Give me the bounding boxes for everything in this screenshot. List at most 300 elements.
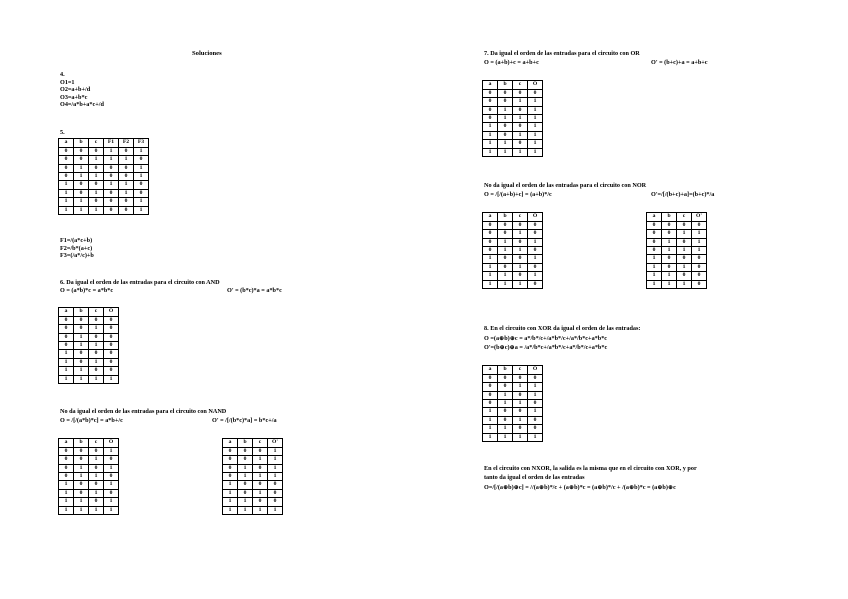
table-cell: 1 bbox=[74, 342, 89, 350]
table-cell: 1 bbox=[662, 272, 677, 280]
table-cell: 0 bbox=[104, 489, 119, 497]
table-cell: 0 bbox=[223, 447, 238, 455]
table-header-cell: b bbox=[498, 366, 513, 375]
table-cell: 0 bbox=[89, 316, 104, 324]
table-header-cell: O bbox=[528, 213, 543, 222]
table-cell: 1 bbox=[238, 473, 253, 481]
table-header-row bbox=[223, 439, 283, 448]
table-cell: 0 bbox=[59, 447, 74, 455]
table-cell: 1 bbox=[483, 425, 498, 433]
table-cell: 1 bbox=[528, 140, 543, 148]
table-row bbox=[483, 148, 543, 156]
table-cell: 0 bbox=[119, 147, 134, 155]
table-cell: 1 bbox=[59, 189, 74, 197]
table-header-cell: O bbox=[528, 366, 543, 375]
table-cell: 1 bbox=[498, 391, 513, 399]
table-row bbox=[59, 342, 119, 350]
table-cell: 1 bbox=[74, 206, 89, 214]
table-row bbox=[59, 147, 149, 155]
table-row bbox=[483, 391, 543, 399]
table-row bbox=[59, 473, 119, 481]
table-cell: 0 bbox=[513, 221, 528, 229]
table-cell: 0 bbox=[677, 255, 692, 263]
table-cell: 0 bbox=[104, 350, 119, 358]
q6-and-truth-table bbox=[58, 307, 119, 384]
table-header-cell: c bbox=[677, 213, 692, 222]
table-cell: 0 bbox=[483, 106, 498, 114]
q5-line: F3=(/a*/c)+b bbox=[60, 252, 94, 260]
table-row bbox=[647, 230, 707, 238]
table-cell: 0 bbox=[59, 333, 74, 341]
table-cell: 1 bbox=[677, 230, 692, 238]
table-cell: 0 bbox=[647, 230, 662, 238]
table-cell: 0 bbox=[223, 456, 238, 464]
table-cell: 0 bbox=[104, 206, 119, 214]
table-cell: 1 bbox=[662, 247, 677, 255]
table-row bbox=[483, 272, 543, 280]
table-cell: 1 bbox=[74, 198, 89, 206]
table-cell: 0 bbox=[662, 230, 677, 238]
table-cell: 0 bbox=[677, 221, 692, 229]
table-cell: 1 bbox=[119, 181, 134, 189]
q5-line: F2=/b*(a+c) bbox=[60, 244, 93, 252]
table-cell: 1 bbox=[483, 140, 498, 148]
table-cell: 1 bbox=[513, 400, 528, 408]
q6-truth-table-wrap bbox=[58, 307, 119, 384]
table-cell: 1 bbox=[59, 198, 74, 206]
table-row bbox=[59, 156, 149, 164]
table-cell: 0 bbox=[513, 238, 528, 246]
table-cell: 0 bbox=[692, 221, 707, 229]
table-row bbox=[59, 316, 119, 324]
table-cell: 0 bbox=[89, 447, 104, 455]
table-cell: 1 bbox=[74, 464, 89, 472]
table-cell: 0 bbox=[74, 316, 89, 324]
table-header-cell: a bbox=[483, 213, 498, 222]
table-cell: 1 bbox=[483, 433, 498, 441]
table-cell: 1 bbox=[134, 198, 149, 206]
q4-line: O3=a+b*c bbox=[60, 93, 88, 101]
table-cell: 1 bbox=[104, 181, 119, 189]
table-cell: 1 bbox=[134, 173, 149, 181]
table-cell: 1 bbox=[223, 481, 238, 489]
table-cell: 1 bbox=[268, 473, 283, 481]
table-row bbox=[223, 481, 283, 489]
table-row bbox=[59, 164, 149, 172]
table-cell: 0 bbox=[498, 131, 513, 139]
table-cell: 1 bbox=[483, 131, 498, 139]
q8-heading: 8. En el circuito con XOR da igual el orden de las entradas: bbox=[484, 325, 641, 332]
table-cell: 0 bbox=[498, 408, 513, 416]
table-cell: 1 bbox=[513, 433, 528, 441]
table-header-cell: O bbox=[104, 439, 119, 448]
table-cell: 0 bbox=[89, 198, 104, 206]
table-row bbox=[647, 238, 707, 246]
table-cell: 1 bbox=[677, 247, 692, 255]
table-row bbox=[483, 280, 543, 288]
table-cell: 1 bbox=[104, 375, 119, 383]
table-cell: 1 bbox=[513, 230, 528, 238]
q6-nand-truth-table-right bbox=[222, 438, 283, 515]
table-cell: 0 bbox=[483, 98, 498, 106]
q7-nor-truth-table-right bbox=[646, 212, 707, 289]
table-cell: 0 bbox=[498, 89, 513, 97]
table-cell: 0 bbox=[528, 374, 543, 382]
table-cell: 1 bbox=[528, 255, 543, 263]
table-cell: 1 bbox=[59, 350, 74, 358]
q8-note-line2: tanto da igual el orden de las entradas bbox=[484, 474, 585, 481]
table-cell: 1 bbox=[89, 456, 104, 464]
table-row bbox=[483, 221, 543, 229]
table-cell: 1 bbox=[74, 164, 89, 172]
table-cell: 1 bbox=[513, 263, 528, 271]
table-cell: 1 bbox=[528, 272, 543, 280]
table-cell: 1 bbox=[268, 464, 283, 472]
table-cell: 1 bbox=[134, 206, 149, 214]
table-cell: 1 bbox=[528, 115, 543, 123]
table-cell: 0 bbox=[134, 189, 149, 197]
table-row bbox=[59, 198, 149, 206]
table-cell: 1 bbox=[59, 506, 74, 514]
table-cell: 0 bbox=[74, 350, 89, 358]
table-cell: 0 bbox=[104, 173, 119, 181]
table-cell: 1 bbox=[104, 506, 119, 514]
table-cell: 0 bbox=[498, 416, 513, 424]
table-cell: 1 bbox=[74, 375, 89, 383]
table-cell: 1 bbox=[268, 456, 283, 464]
table-row bbox=[647, 221, 707, 229]
q7-eq-left: O = (a+b)+c = a+b+c bbox=[484, 59, 539, 66]
table-row bbox=[223, 498, 283, 506]
table-cell: 1 bbox=[59, 181, 74, 189]
table-row bbox=[483, 131, 543, 139]
table-cell: 0 bbox=[268, 481, 283, 489]
q4-section bbox=[60, 71, 104, 109]
page-title: Soluciones bbox=[192, 50, 222, 57]
table-row bbox=[483, 408, 543, 416]
table-cell: 0 bbox=[483, 238, 498, 246]
table-cell: 1 bbox=[268, 447, 283, 455]
table-row bbox=[483, 263, 543, 271]
table-header-cell: c bbox=[513, 213, 528, 222]
table-cell: 0 bbox=[104, 456, 119, 464]
table-cell: 1 bbox=[513, 98, 528, 106]
q6-nand-table-right-wrap bbox=[222, 438, 283, 515]
table-cell: 1 bbox=[528, 123, 543, 131]
q5-truth-table-wrap bbox=[58, 138, 149, 215]
q7-nor-eq-left: O = /[/(a+b)+c] = (a+b)*/c bbox=[484, 191, 552, 198]
table-row bbox=[647, 263, 707, 271]
table-cell: 1 bbox=[238, 506, 253, 514]
table-row bbox=[483, 106, 543, 114]
table-cell: 1 bbox=[647, 263, 662, 271]
table-cell: 0 bbox=[483, 400, 498, 408]
table-header-cell: O' bbox=[268, 439, 283, 448]
table-cell: 1 bbox=[662, 280, 677, 288]
table-cell: 0 bbox=[59, 464, 74, 472]
table-row bbox=[483, 255, 543, 263]
table-row bbox=[59, 325, 119, 333]
table-cell: 0 bbox=[119, 173, 134, 181]
table-header-cell: c bbox=[89, 308, 104, 317]
table-cell: 0 bbox=[483, 391, 498, 399]
table-cell: 1 bbox=[513, 247, 528, 255]
table-header-row bbox=[59, 439, 119, 448]
table-cell: 1 bbox=[74, 367, 89, 375]
table-cell: 1 bbox=[268, 506, 283, 514]
q5-heading: 5. bbox=[60, 129, 65, 136]
table-cell: 1 bbox=[483, 416, 498, 424]
table-cell: 1 bbox=[253, 473, 268, 481]
table-cell: 0 bbox=[662, 263, 677, 271]
table-cell: 0 bbox=[528, 280, 543, 288]
table-row bbox=[483, 416, 543, 424]
table-cell: 0 bbox=[253, 447, 268, 455]
table-cell: 1 bbox=[498, 280, 513, 288]
table-row bbox=[59, 375, 119, 383]
table-cell: 0 bbox=[483, 221, 498, 229]
table-cell: 1 bbox=[498, 106, 513, 114]
q5-line: F1=/(a*c+b) bbox=[60, 237, 93, 244]
table-cell: 1 bbox=[528, 148, 543, 156]
table-cell: 0 bbox=[238, 456, 253, 464]
table-cell: 1 bbox=[74, 506, 89, 514]
table-cell: 0 bbox=[74, 156, 89, 164]
q7-eq-right: O' = (b+c)+a = a+b+c bbox=[651, 59, 708, 66]
table-row bbox=[59, 498, 119, 506]
table-cell: 1 bbox=[59, 375, 74, 383]
table-header-cell: b bbox=[662, 213, 677, 222]
table-cell: 0 bbox=[528, 247, 543, 255]
table-cell: 0 bbox=[74, 447, 89, 455]
q6-eq-left: O = (a*b)*c = a*b*c bbox=[60, 287, 114, 294]
table-cell: 0 bbox=[104, 164, 119, 172]
q7-heading: 7. Da igual el orden de las entradas para el circuito con OR bbox=[484, 50, 640, 57]
table-row bbox=[483, 89, 543, 97]
table-cell: 1 bbox=[513, 131, 528, 139]
table-row bbox=[223, 489, 283, 497]
table-header-cell: a bbox=[59, 439, 74, 448]
table-cell: 0 bbox=[513, 272, 528, 280]
table-cell: 0 bbox=[483, 89, 498, 97]
table-cell: 0 bbox=[89, 367, 104, 375]
table-cell: 1 bbox=[134, 164, 149, 172]
table-header-cell: F2 bbox=[119, 139, 134, 148]
table-cell: 0 bbox=[513, 140, 528, 148]
q6-nand-eq-left: O = /[/(a*b)*c] = a*b+/c bbox=[60, 417, 123, 424]
table-cell: 0 bbox=[89, 164, 104, 172]
table-cell: 0 bbox=[74, 489, 89, 497]
table-row bbox=[223, 473, 283, 481]
table-cell: 1 bbox=[528, 433, 543, 441]
table-cell: 1 bbox=[498, 272, 513, 280]
table-cell: 0 bbox=[223, 473, 238, 481]
table-cell: 0 bbox=[74, 456, 89, 464]
table-cell: 1 bbox=[483, 263, 498, 271]
q8-eq-line1: O =(a⊕b)⊕c = a*/b*/c+/a*b*/c+/a*/b*c+a*b*c bbox=[484, 335, 608, 342]
table-cell: 0 bbox=[119, 198, 134, 206]
table-cell: 1 bbox=[498, 238, 513, 246]
table-cell: 0 bbox=[104, 358, 119, 366]
table-cell: 0 bbox=[528, 400, 543, 408]
table-row bbox=[59, 333, 119, 341]
table-cell: 1 bbox=[74, 498, 89, 506]
table-cell: 1 bbox=[74, 473, 89, 481]
table-header-row bbox=[59, 308, 119, 317]
table-cell: 0 bbox=[104, 367, 119, 375]
table-header-cell: a bbox=[59, 308, 74, 317]
q5-truth-table bbox=[58, 138, 149, 215]
table-cell: 0 bbox=[692, 280, 707, 288]
table-cell: 1 bbox=[59, 489, 74, 497]
q5-expressions bbox=[60, 237, 94, 260]
q4-heading: 4. bbox=[60, 71, 65, 78]
table-cell: 1 bbox=[498, 400, 513, 408]
table-header-cell: b bbox=[498, 213, 513, 222]
table-cell: 1 bbox=[677, 263, 692, 271]
table-cell: 0 bbox=[59, 173, 74, 181]
table-cell: 1 bbox=[89, 173, 104, 181]
table-cell: 1 bbox=[528, 106, 543, 114]
q6-heading: 6. Da igual el orden de las entradas para el circuito con AND bbox=[60, 279, 220, 286]
q6-nand-table-left-wrap bbox=[58, 438, 119, 515]
table-cell: 0 bbox=[74, 358, 89, 366]
table-cell: 1 bbox=[692, 230, 707, 238]
table-row bbox=[483, 425, 543, 433]
table-header-cell: O bbox=[528, 81, 543, 90]
table-cell: 1 bbox=[119, 189, 134, 197]
q4-line: O4=/a*b+a*c+/d bbox=[60, 101, 104, 109]
table-header-cell: b bbox=[238, 439, 253, 448]
table-row bbox=[483, 383, 543, 391]
table-row bbox=[59, 206, 149, 214]
table-cell: 1 bbox=[647, 255, 662, 263]
table-cell: 0 bbox=[89, 464, 104, 472]
table-cell: 0 bbox=[59, 473, 74, 481]
table-cell: 1 bbox=[89, 375, 104, 383]
table-cell: 1 bbox=[104, 447, 119, 455]
table-cell: 1 bbox=[59, 206, 74, 214]
table-cell: 0 bbox=[253, 498, 268, 506]
table-cell: 0 bbox=[104, 333, 119, 341]
table-cell: 1 bbox=[483, 123, 498, 131]
table-cell: 1 bbox=[498, 425, 513, 433]
table-header-cell: c bbox=[89, 439, 104, 448]
table-cell: 1 bbox=[238, 464, 253, 472]
table-header-cell: c bbox=[89, 139, 104, 148]
table-header-cell: O bbox=[104, 308, 119, 317]
table-cell: 0 bbox=[89, 333, 104, 341]
table-cell: 1 bbox=[104, 464, 119, 472]
table-row bbox=[647, 272, 707, 280]
table-cell: 1 bbox=[89, 189, 104, 197]
table-cell: 0 bbox=[74, 189, 89, 197]
q7-nor-truth-table-left bbox=[482, 212, 543, 289]
table-cell: 1 bbox=[223, 506, 238, 514]
table-row bbox=[59, 367, 119, 375]
table-cell: 0 bbox=[513, 106, 528, 114]
q7-or-truth-table bbox=[482, 80, 543, 157]
table-cell: 1 bbox=[647, 280, 662, 288]
table-cell: 0 bbox=[662, 221, 677, 229]
table-cell: 0 bbox=[513, 123, 528, 131]
table-cell: 1 bbox=[89, 156, 104, 164]
table-cell: 0 bbox=[253, 464, 268, 472]
table-cell: 1 bbox=[89, 206, 104, 214]
table-cell: 1 bbox=[498, 115, 513, 123]
table-header-cell: b bbox=[74, 308, 89, 317]
table-header-cell: a bbox=[483, 366, 498, 375]
table-header-cell: a bbox=[483, 81, 498, 90]
table-row bbox=[59, 506, 119, 514]
table-cell: 1 bbox=[513, 280, 528, 288]
q8-truth-table-wrap bbox=[482, 365, 543, 442]
table-cell: 1 bbox=[59, 498, 74, 506]
table-cell: 1 bbox=[119, 156, 134, 164]
table-cell: 0 bbox=[74, 325, 89, 333]
table-row bbox=[483, 433, 543, 441]
table-cell: 0 bbox=[647, 247, 662, 255]
table-cell: 0 bbox=[498, 374, 513, 382]
table-row bbox=[647, 255, 707, 263]
table-header-row bbox=[483, 81, 543, 90]
table-row bbox=[647, 247, 707, 255]
table-cell: 1 bbox=[498, 247, 513, 255]
table-cell: 0 bbox=[513, 391, 528, 399]
table-header-cell: F1 bbox=[104, 139, 119, 148]
table-cell: 1 bbox=[513, 383, 528, 391]
table-row bbox=[59, 456, 119, 464]
table-cell: 1 bbox=[104, 147, 119, 155]
table-cell: 1 bbox=[692, 238, 707, 246]
table-row bbox=[223, 464, 283, 472]
table-cell: 0 bbox=[483, 115, 498, 123]
table-cell: 0 bbox=[104, 473, 119, 481]
table-row bbox=[223, 447, 283, 455]
table-cell: 0 bbox=[134, 181, 149, 189]
q7-nor-eq-right: O'=/[/(b+c)+a]=(b+c)*/a bbox=[651, 191, 715, 198]
table-row bbox=[223, 456, 283, 464]
table-cell: 1 bbox=[498, 433, 513, 441]
table-cell: 1 bbox=[528, 383, 543, 391]
table-cell: 0 bbox=[59, 147, 74, 155]
table-row bbox=[483, 230, 543, 238]
table-cell: 0 bbox=[513, 408, 528, 416]
q8-eq-line2: O'=(b⊕c)⊕a = /a*/b*c+/a*b*/c+a*/b*/c+a*b*c bbox=[484, 344, 608, 351]
table-cell: 1 bbox=[483, 280, 498, 288]
table-cell: 0 bbox=[692, 272, 707, 280]
table-cell: 0 bbox=[647, 238, 662, 246]
table-cell: 1 bbox=[677, 280, 692, 288]
table-header-row bbox=[647, 213, 707, 222]
table-cell: 0 bbox=[513, 374, 528, 382]
table-cell: 1 bbox=[89, 506, 104, 514]
table-cell: 0 bbox=[498, 221, 513, 229]
table-cell: 0 bbox=[253, 481, 268, 489]
table-cell: 1 bbox=[104, 498, 119, 506]
table-cell: 1 bbox=[483, 148, 498, 156]
table-cell: 1 bbox=[528, 238, 543, 246]
q6-eq-right: O' = (b*c)*a = a*b*c bbox=[227, 287, 282, 294]
table-cell: 1 bbox=[483, 272, 498, 280]
table-cell: 0 bbox=[513, 89, 528, 97]
table-cell: 1 bbox=[662, 238, 677, 246]
table-cell: 1 bbox=[498, 140, 513, 148]
table-row bbox=[483, 115, 543, 123]
table-header-row bbox=[483, 213, 543, 222]
table-cell: 1 bbox=[253, 506, 268, 514]
table-cell: 0 bbox=[692, 255, 707, 263]
